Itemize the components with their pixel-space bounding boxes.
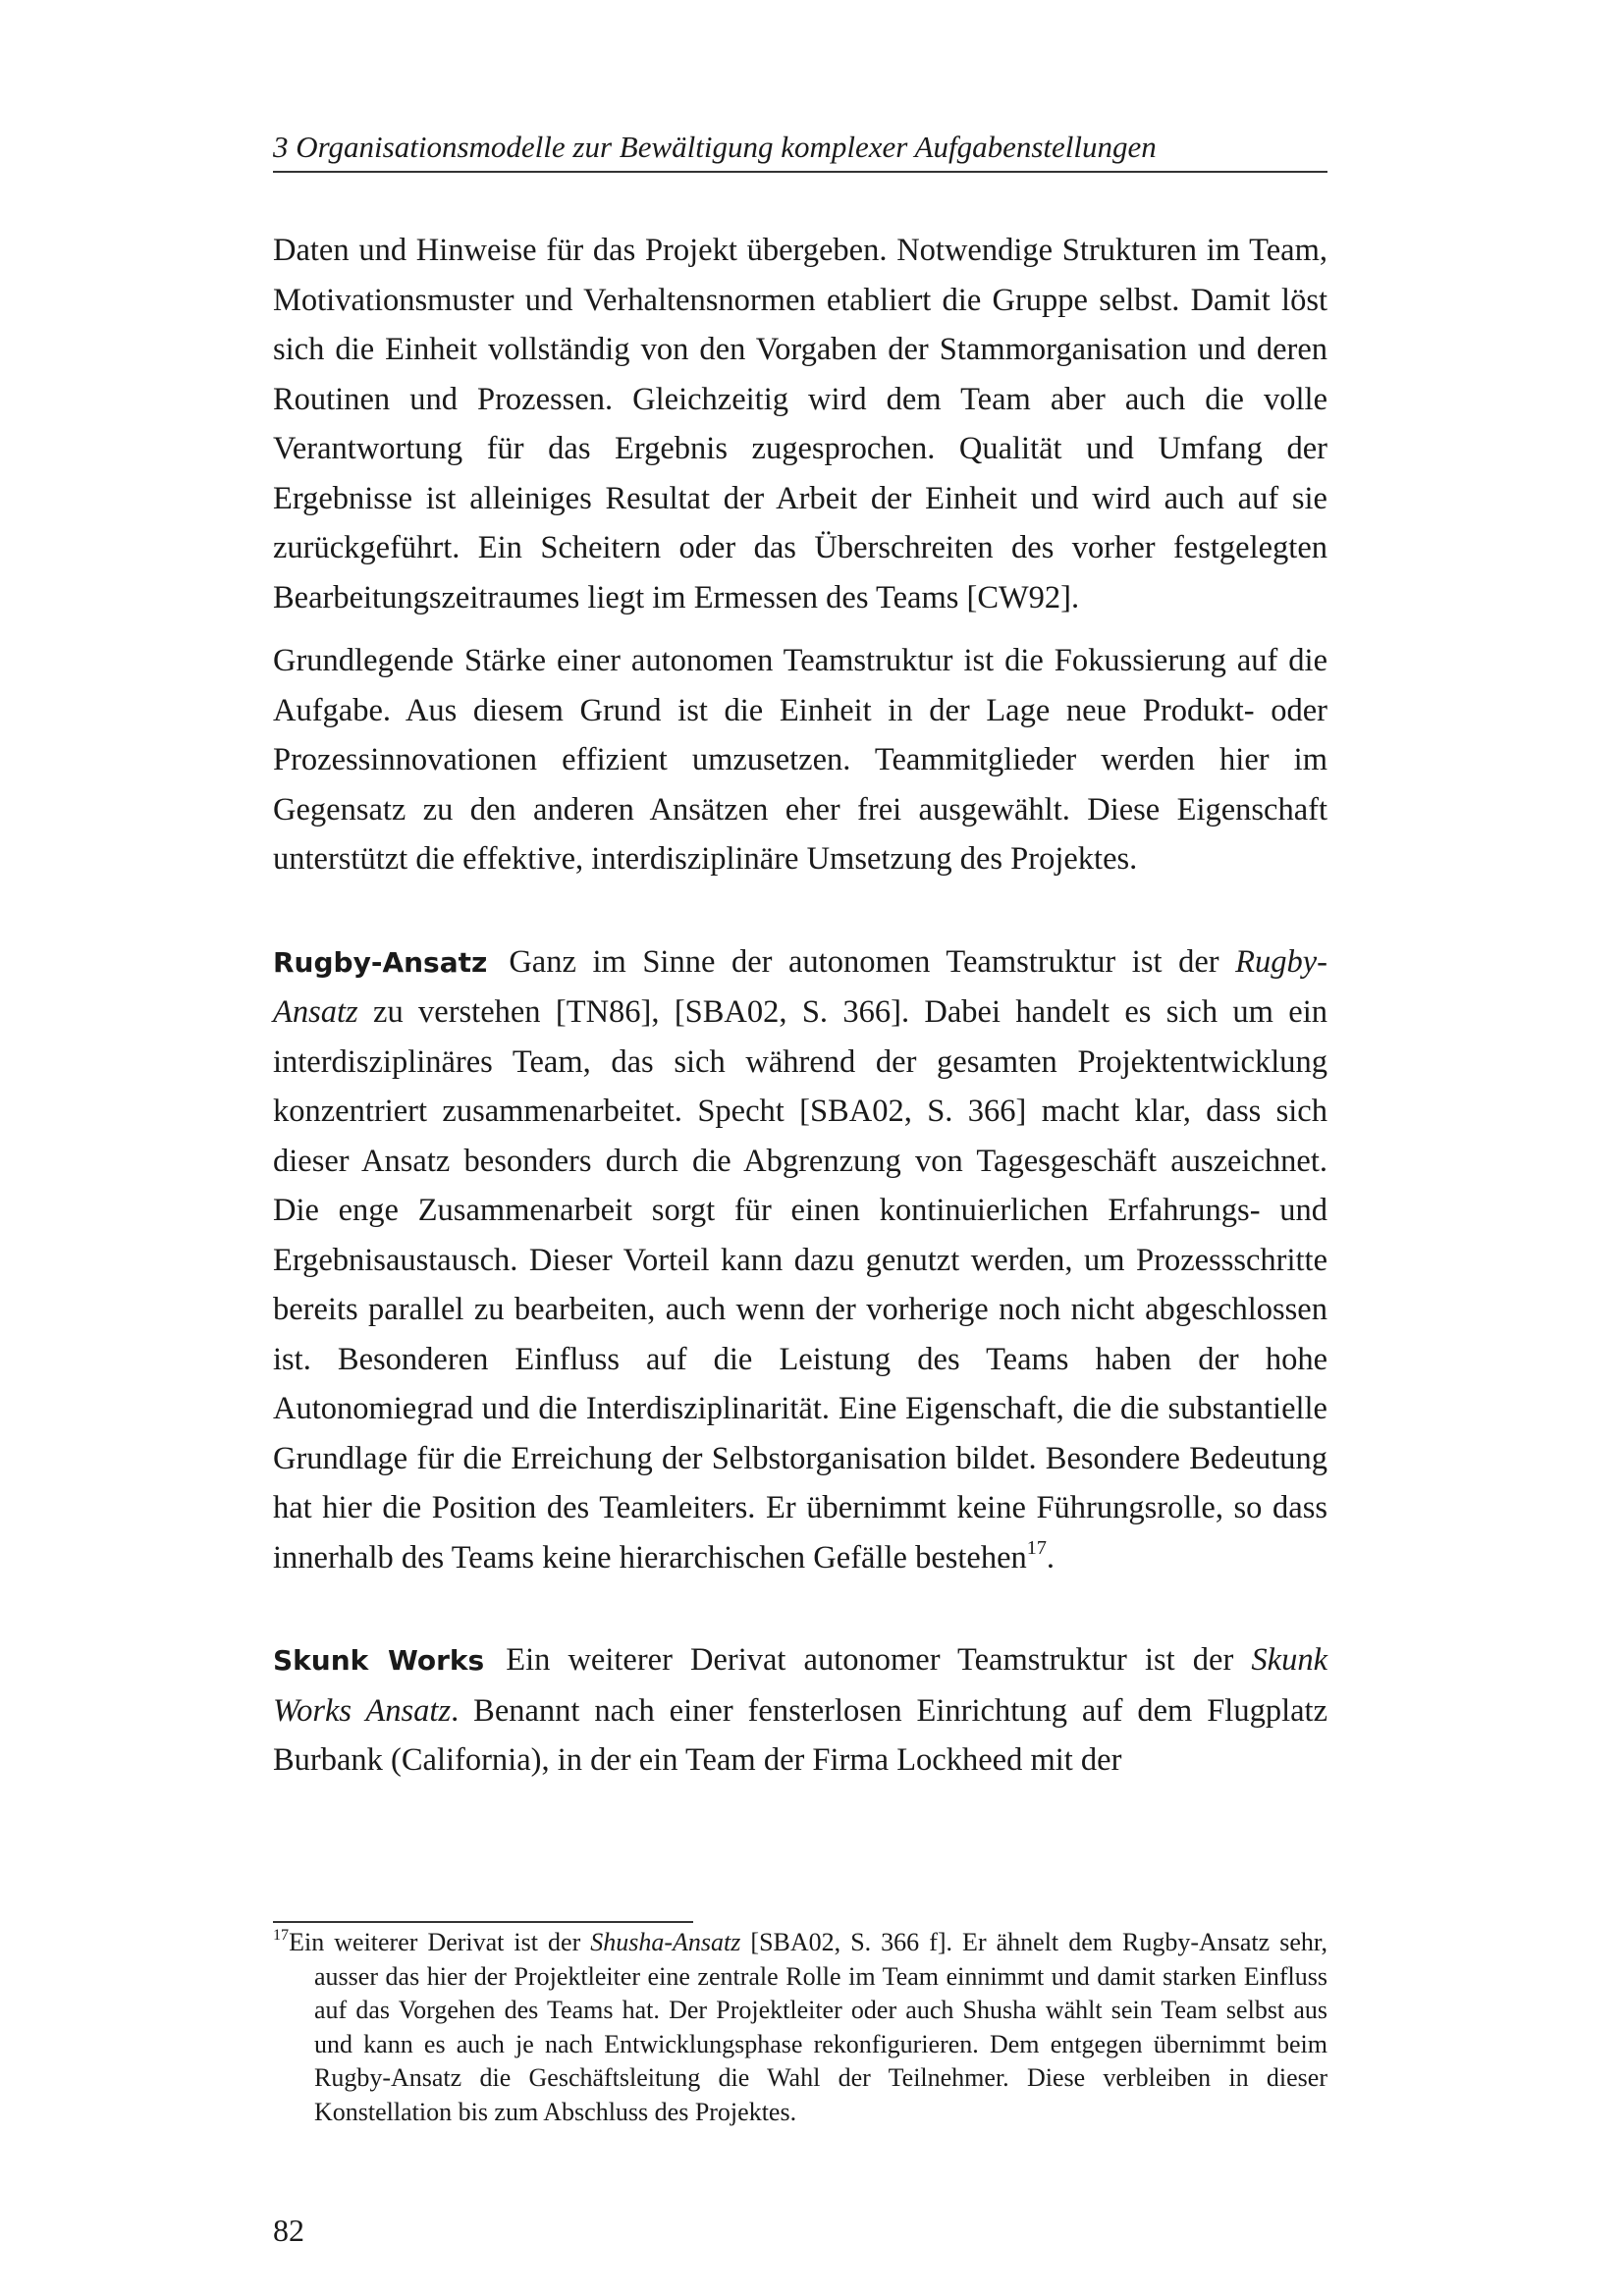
skunk-heading: Skunk Works <box>273 1644 485 1677</box>
main-text <box>273 226 1327 1799</box>
paragraph-skunk-works <box>273 1635 1327 1786</box>
paragraph-team-strength: Grundlegende Stärke einer autonomen Teamstruktur ist die Fokussierung auf die Aufgabe. Aus diesem Grund ist die Einheit in der Lage neue Produkt- oder Prozessinnovationen effizient umzusetzen. Teammitglieder werden hier im Gegensatz zu den anderen Ansätzen eher frei ausgewählt. Diese Eigenschaft unterstützt die effektive, interdisziplinäre Umsetzung des Projektes. <box>273 643 1327 877</box>
skunk-text-b: . Benannt nach einer fensterlosen Einrichtung auf dem Flugplatz Burbank (California), in der ein Team der Firma Lockheed mit der <box>273 1692 1327 1778</box>
paragraph-rugby-ansatz <box>273 937 1327 1583</box>
skunk-text-a: Ein weiterer Derivat autonomer Teamstruktur ist der <box>506 1642 1252 1678</box>
rugby-text-c: . <box>1046 1539 1056 1575</box>
skunk-term: Skunk Works Ansatz <box>273 1642 1327 1729</box>
footnote-17 <box>273 1926 1327 2129</box>
footnote-text-a: Ein weiterer Derivat ist der <box>289 1928 591 1956</box>
footnote-reference[interactable]: 17 <box>1026 1536 1047 1559</box>
footnote-divider <box>273 1921 693 1923</box>
document-page <box>273 0 1327 2296</box>
paragraph-autonomous-team: Daten und Hinweise für das Projekt übergeben. Notwendige Strukturen im Team, Motivationsmuster und Verhaltensnormen etabliert die Gruppe selbst. Damit löst sich die Einheit vollständig von den Vorgaben der Stammorganisation und deren Routinen und Prozessen. Gleichzeitig wird dem Team aber auch die volle Verantwortung für das Ergebnis zugesprochen. Qualität und Umfang der Ergebnisse ist alleiniges Resultat der Arbeit der Einheit und wird auch auf sie zurückgeführt. Ein Scheitern oder das Überschreiten des vorher festgelegten Bearbeitungszeitraumes liegt im Ermessen des Teams [CW92]. <box>273 233 1327 615</box>
footnote-text-b: [SBA02, S. 366 f]. Er ähnelt dem Rugby-Ansatz sehr, ausser das hier der Projektleiter eine zentrale Rolle im Team einnimmt und damit starken Einfluss auf das Vorgehen des Teams hat. Der Projektleiter oder auch Shusha wählt sein Team selbst aus und kann es auch je nach Entwicklungsphase rekonfigurieren. Dem entgegen übernimmt beim Rugby-Ansatz die Geschäftsleitung die Wahl der Teilnehmer. Diese verbleiben in dieser Konstellation bis zum Abschluss des Projektes. <box>314 1928 1327 2126</box>
rugby-term: Rugby-Ansatz <box>273 943 1327 1030</box>
rugby-text-a: Ganz im Sinne der autonomen Teamstruktur ist der <box>509 943 1236 980</box>
footnote-term: Shusha-Ansatz <box>590 1928 741 1956</box>
rugby-text-b: zu verstehen [TN86], [SBA02, S. 366]. Dabei handelt es sich um ein interdisziplinäres Team, das sich während der gesamten Projektentwicklung konzentriert zusammenarbeitet. Specht [SBA02, S. 366] macht klar, dass sich dieser Ansatz besonders durch die Abgrenzung von Tagesgeschäft auszeichnet. Die enge Zusammenarbeit sorgt für einen kontinuierlichen Erfahrungs- und Ergebnisaustausch. Dieser Vorteil kann dazu genutzt werden, um Prozessschritte bereits parallel zu bearbeiten, auch wenn der vorherige noch nicht abgeschlossen ist. Besonderen Einfluss auf die Leistung des Teams haben der hohe Autonomiegrad und die Interdisziplinarität. Eine Eigenschaft, die die substantielle Grundlage für die Erreichung der Selbstorganisation bildet. Besondere Bedeutung hat hier die Position des Teamleiters. Er übernimmt keine Führungsrolle, so dass innerhalb des Teams keine hierarchischen Gefälle bestehen <box>273 994 1327 1575</box>
page-number: 82 <box>273 2213 304 2248</box>
footnote-body <box>273 1926 1327 2129</box>
rugby-heading: Rugby-Ansatz <box>273 945 488 979</box>
running-header: 3 Organisationsmodelle zur Bewältigung komplexer Aufgabenstellungen <box>273 128 1327 173</box>
footnote-number: 17 <box>273 1926 290 1944</box>
